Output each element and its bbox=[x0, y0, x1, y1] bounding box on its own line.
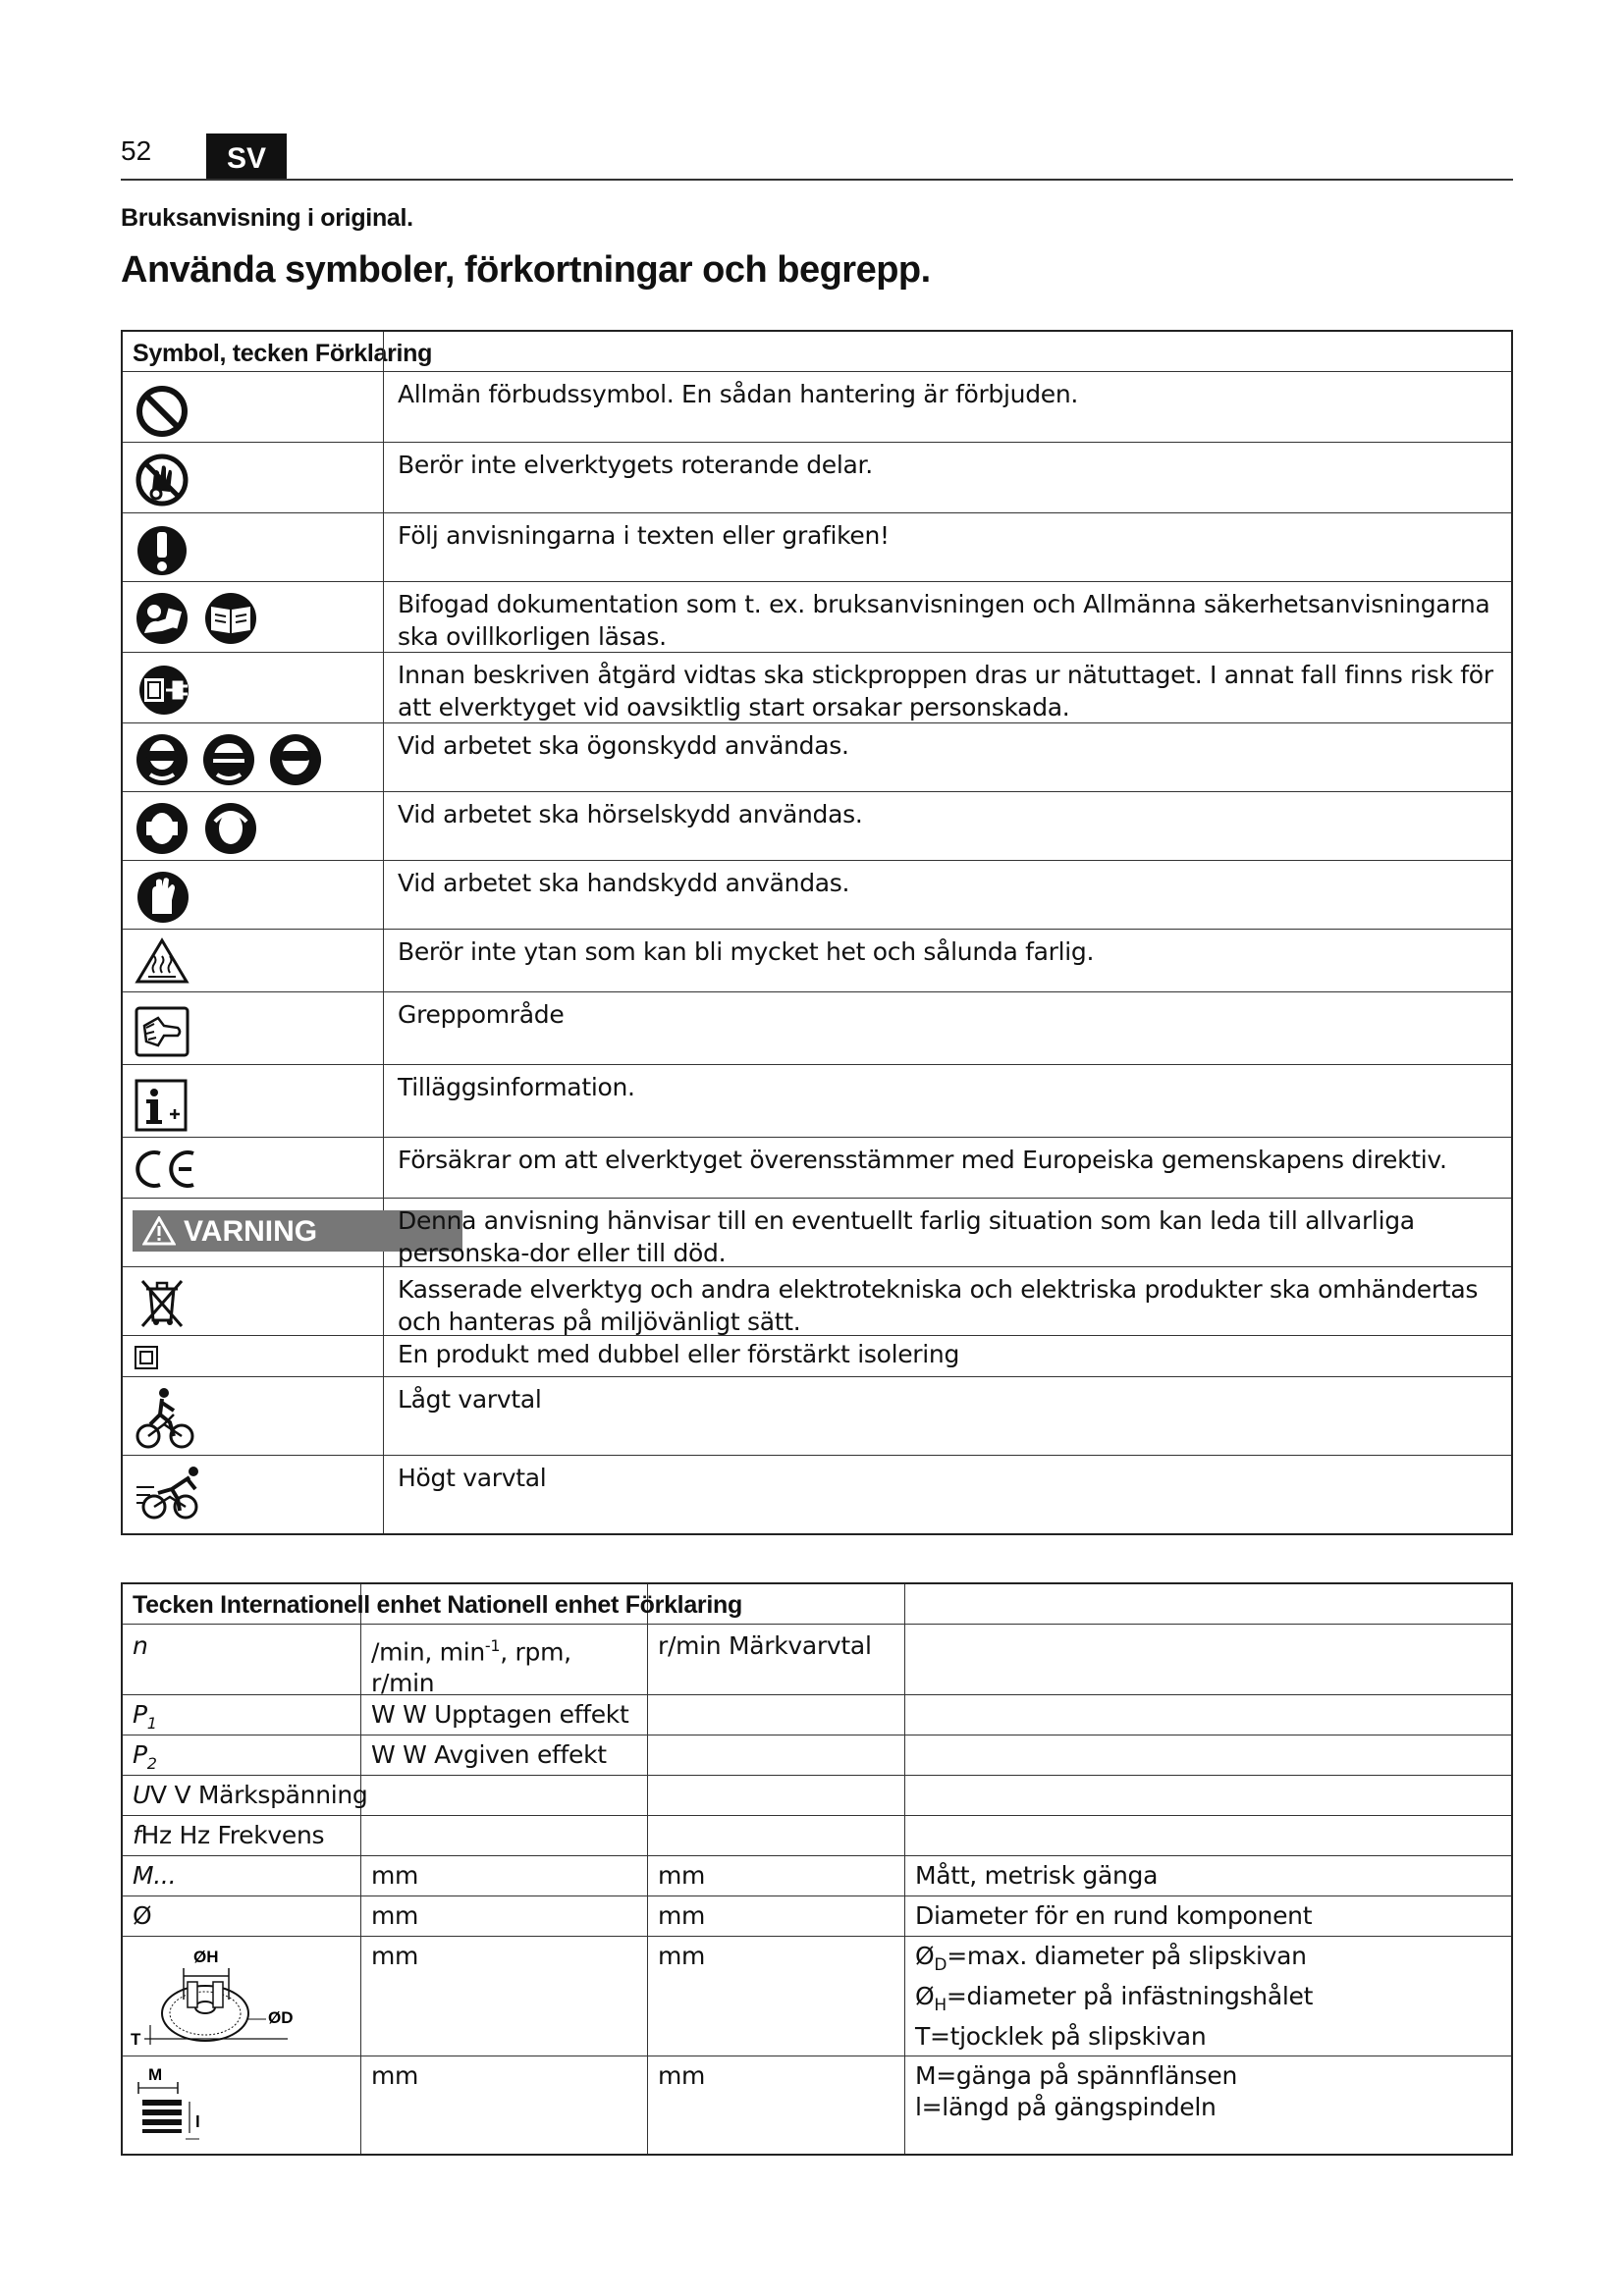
table-row: Greppområde bbox=[123, 991, 1511, 1064]
table-row: Bifogad dokumentation som t. ex. bruksanvisningen och Allmänna säkerhetsanvisningarna ska ovillkorligen läsas. bbox=[123, 581, 1511, 652]
warning-label: VARNING bbox=[133, 1210, 462, 1252]
table-header: Tecken Internationell enhet Nationell enhet Förklaring bbox=[133, 1591, 742, 1619]
table-row: $P_2$ W W Avgiven effekt bbox=[123, 1735, 1511, 1775]
low-speed-icon bbox=[135, 1385, 199, 1450]
table-row: Följ anvisningarna i texten eller grafiken! bbox=[123, 512, 1511, 581]
table-row: Allmän förbudssymbol. En sådan hantering är förbjuden. bbox=[123, 371, 1511, 442]
warning-triangle-icon bbox=[142, 1216, 176, 1246]
table-header-row bbox=[123, 1584, 1511, 1624]
table-row: VARNING Denna anvisning hänvisar till en eventuellt farlig situation som kan leda till allvarliga personska-dor eller till död. bbox=[123, 1198, 1511, 1266]
grinding-disc-dimensions-icon bbox=[131, 1943, 307, 2051]
table-row: Försäkrar om att elverktyget överensstämmer med Europeiska gemenskapens direktiv. bbox=[123, 1137, 1511, 1198]
page-number: 52 bbox=[121, 135, 152, 166]
table-row: Tilläggsinformation. bbox=[123, 1064, 1511, 1137]
table-row: M l mm mm M=gänga på spännflänsen l=längd på gängspindeln bbox=[123, 2056, 1511, 2154]
table-row: Innan beskriven åtgärd vidtas ska stickproppen dras ur nätuttaget. I annat fall finns risk för att elverktyget vid oavsiktlig start orsakar personskada. bbox=[123, 652, 1511, 722]
table-row: fHz Hz Frekvens bbox=[123, 1815, 1511, 1855]
table-row: Kasserade elverktyg och andra elektrotekniska och elektriska produkter ska omhändertas och hanteras på miljövänligt sätt. bbox=[123, 1266, 1511, 1335]
no-touch-rotating-parts-icon bbox=[135, 453, 189, 507]
table-row: ØH ØD T mm mm $Ø_D=\max$. diameter på slipskivan $Ø_H=diameter$ på infästningshålet T=tjocklek på slipskivan bbox=[123, 1936, 1511, 2056]
svg-text:M: M bbox=[148, 2065, 163, 2084]
prohibition-icon bbox=[135, 384, 189, 439]
table-row: Berör inte elverktygets roterande delar. bbox=[123, 442, 1511, 512]
table-row: UV V Märkspänning bbox=[123, 1775, 1511, 1815]
grip-area-icon bbox=[135, 1006, 189, 1057]
table-row: Högt varvtal bbox=[123, 1455, 1511, 1533]
svg-text:l: l bbox=[195, 2112, 200, 2131]
high-speed-icon bbox=[135, 1464, 209, 1522]
table-row: n /min, $\min^{-1}$, rpm, r/min r/min Märkvarvtal bbox=[123, 1624, 1511, 1694]
info-icon bbox=[135, 1079, 189, 1132]
document-subtitle: Bruksanvisning i original. bbox=[121, 204, 413, 232]
table-row: Vid arbetet ska handskydd användas. bbox=[123, 860, 1511, 929]
exclamation-icon bbox=[135, 523, 189, 578]
table-row: Lågt varvtal bbox=[123, 1376, 1511, 1455]
svg-text:ØD: ØD bbox=[268, 2008, 294, 2027]
language-badge: SV bbox=[206, 133, 287, 179]
thread-spindle-icon bbox=[131, 2064, 239, 2147]
ce-mark-icon bbox=[135, 1148, 203, 1191]
double-insulation-icon bbox=[135, 1346, 158, 1369]
table-row: M... mm mm Mått, metrisk gänga bbox=[123, 1855, 1511, 1896]
table-row: En produkt med dubbel eller förstärkt isolering bbox=[123, 1335, 1511, 1376]
table-row: Ø mm mm Diameter för en rund komponent bbox=[123, 1896, 1511, 1936]
table-header-row bbox=[123, 332, 1511, 371]
units-table bbox=[121, 1582, 1513, 2156]
svg-text:ØH: ØH bbox=[193, 1948, 219, 1966]
gloves-icon bbox=[135, 869, 191, 926]
table-row: $P_1$ W W Upptagen effekt bbox=[123, 1694, 1511, 1735]
table-row: Vid arbetet ska hörselskydd användas. bbox=[123, 791, 1511, 860]
hearing-protection-icon bbox=[135, 800, 262, 857]
table-row: Berör inte ytan som kan bli mycket het och sålunda farlig. bbox=[123, 929, 1511, 991]
eye-protection-icon bbox=[135, 731, 331, 788]
page-title: Använda symboler, förkortningar och begrepp. bbox=[121, 249, 931, 291]
symbols-table bbox=[121, 330, 1513, 1535]
unplug-icon bbox=[135, 663, 193, 718]
table-header: Symbol, tecken Förklaring bbox=[133, 340, 433, 367]
hot-surface-icon bbox=[135, 937, 189, 985]
read-manual-icon bbox=[135, 590, 262, 647]
svg-text:T: T bbox=[131, 2030, 141, 2049]
header-rule bbox=[121, 179, 1513, 181]
weee-bin-icon bbox=[135, 1275, 189, 1330]
table-row: Vid arbetet ska ögonskydd användas. bbox=[123, 722, 1511, 791]
